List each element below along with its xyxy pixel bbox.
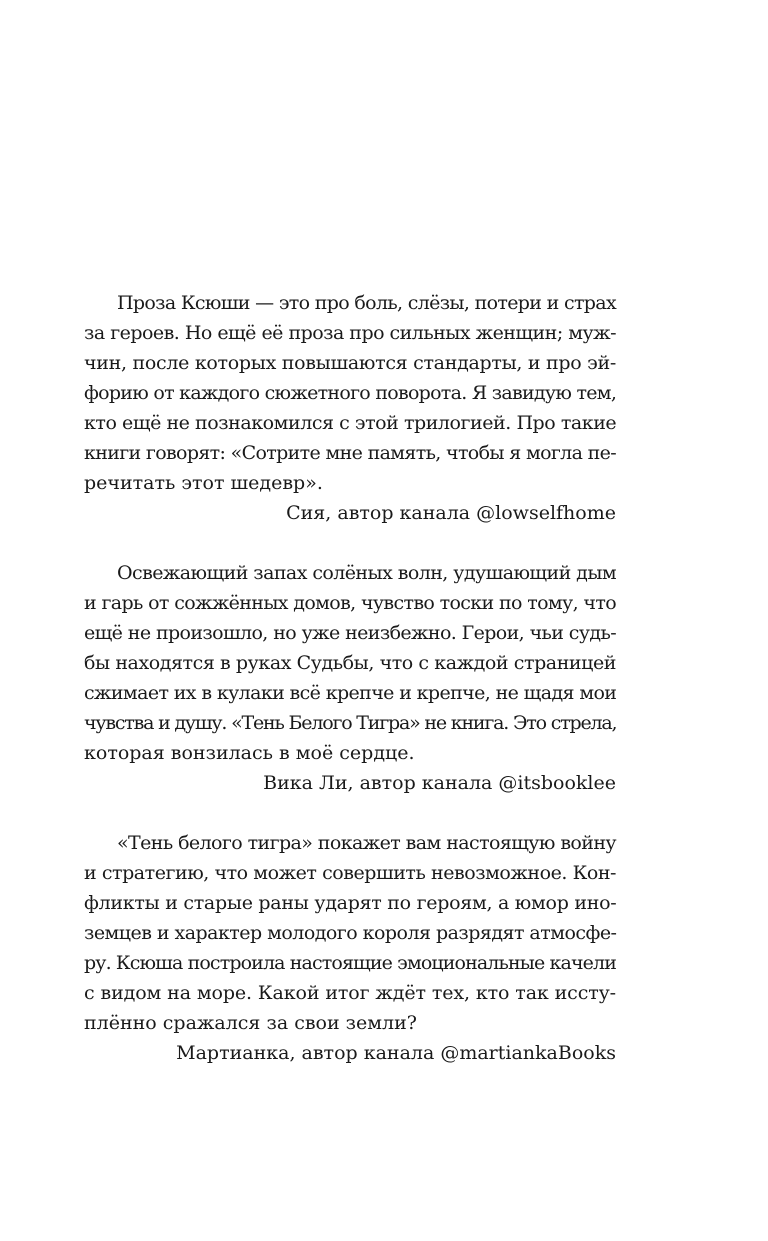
review-1-attribution: Сия, автор канала @lowselfhome: [286, 502, 616, 524]
review-2-line-1: Освежающий запах солёных волн, удушающий дым: [117, 562, 617, 584]
review-1-line-7: речитать этот шедевр».: [84, 472, 323, 494]
review-1-line-4: форию от каждого сюжетного поворота. Я завидую тем,: [84, 382, 617, 404]
review-1-line-2: за героев. Но ещё её проза про сильных женщин; муж-: [84, 322, 616, 344]
review-3-line-4: земцев и характер молодого короля разрядят атмосфе-: [84, 922, 617, 944]
review-3: [84, 828, 616, 1068]
review-2-line-5: сжимает их в кулаки всё крепче и крепче, не щадя мои: [84, 682, 617, 704]
review-2-attribution: Вика Ли, автор канала @itsbooklee: [263, 772, 616, 794]
review-1: [84, 288, 616, 528]
review-2-line-7: которая вонзилась в моё сердце.: [84, 742, 415, 764]
review-3-line-7: плённо сражался за свои земли?: [84, 1012, 417, 1034]
review-3-attribution: Мартианка, автор канала @martiankaBooks: [176, 1042, 616, 1064]
review-2-line-6: чувства и душу. «Тень Белого Тигра» не книга. Это стрела,: [84, 712, 617, 734]
review-3-line-6: с видом на море. Какой итог ждёт тех, кто так иссту-: [84, 982, 616, 1004]
book-page: [84, 288, 616, 1068]
review-3-line-1: «Тень белого тигра» покажет вам настоящую войну: [117, 832, 616, 854]
review-2-line-2: и гарь от сожжённых домов, чувство тоски по тому, что: [84, 592, 616, 614]
review-1-line-6: книги говорят: «Сотрите мне память, чтобы я могла пе-: [84, 442, 616, 464]
review-1-line-1: Проза Ксюши — это про боль, слёзы, потери и страх: [117, 292, 616, 314]
review-3-line-5: ру. Ксюша построила настоящие эмоциональные качели: [84, 952, 616, 974]
review-2-line-3: ещё не произошло, но уже неизбежно. Герои, чьи судь-: [84, 622, 616, 644]
review-1-line-5: кто ещё не познакомился с этой трилогией. Про такие: [84, 412, 617, 434]
review-1-line-3: чин, после которых повышаются стандарты, и про эй-: [84, 352, 616, 374]
review-2-line-4: бы находятся в руках Судьбы, что с каждой страницей: [84, 652, 616, 674]
review-3-line-2: и стратегию, что может совершить невозможное. Кон-: [84, 862, 616, 884]
review-2: [84, 558, 616, 798]
review-3-line-3: фликты и старые раны ударят по героям, а юмор ино-: [84, 892, 617, 914]
